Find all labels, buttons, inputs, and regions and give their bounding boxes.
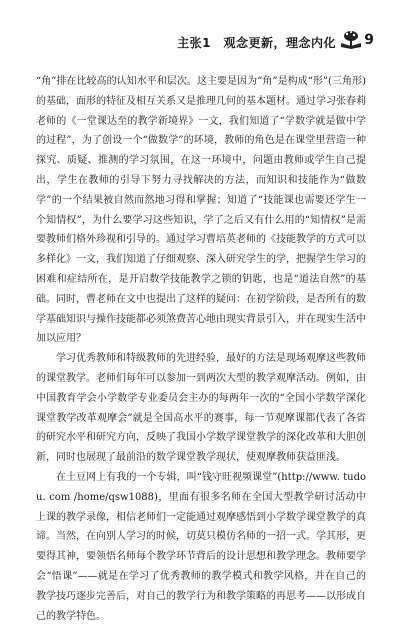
chapter-title: 主张1 观念更新，理念内化 xyxy=(177,36,336,50)
paragraph-1: “角”排在比较高的认知水平和层次。这主要是因为“角”是构成“形”(三角形)的基础，面形的特征及相互关系又是推理几何的基本题材。通过学习张春莉老师的《一堂课达至的教学新境界》一文，我们知道了“学数学就是做中学的过程”，为了创设一个“做数学”的环境，教师的角色是在课堂里营造一种探究、质疑、推测的学习氛围，在这一环境中，问题由教师或学生自己提出，学生在教师的引导下努力寻找解决的方法，而知识和技能作为“做数学”的一个结果被自然而然地习得和掌握；知道了“技能课也需要还学生一个知情权”，为什么要学习这些知识，学了之后又有什么用的“知情权”是需要教师们格外珍视和引导的。通过学习曹培英老师的《技能教学的方式可以多样化》一文，我们知道了仔细观察、深入研究学生的学，把握学生学习的困难和症结所在，是开启数学技能教学之锁的钥匙，也是“道法自然”的基础。同时，曹老师在文中也提出了这样的疑问：在初学阶段，是否所有的数学基础知识与操作技能都必须煞费苦心地由现实背景引入，并在现实生活中加以应用？ xyxy=(36,76,366,345)
paragraph-2: 学习优秀教师和特级教师的先进经验，最好的方法是现场观摩这些教师的课堂教学。老师们每年可以参加一到两次大型的教学观摩活动。例如，由中国教育学会小学数学专业委员会主办的每两年一次的“全国小学数学深化课堂教学改革观摩会”就是全国高水平的赛事，每一节观摩课都代表了各省的研究水平和研究方向，反映了我国小学数学课堂教学的深化改革和大胆创新，同时也展现了最前沿的数学课堂教学现状，使观摩教师获益匪浅。 xyxy=(36,353,366,464)
book-tree-icon xyxy=(340,29,362,49)
body-text xyxy=(36,72,366,626)
page-number: 9 xyxy=(364,32,374,48)
paragraph-3: 在土豆网上有我的一个专辑，叫“钱守旺视频课堂”(http://www. tudou. com /home/qsw1088)，里面有很多名师在全国大型教学研讨活动中上课的教学录像，相信老师们一定能通过观摩感悟到小学数学课堂教学的真谛。当然，在向别人学习的时候，切莫只模仿名师的一招一式。学其形，更要得其神，要领悟名师每个教学环节背后的设计思想和教学理念。教师要学会“悟课”——就是在学习了优秀教师的教学模式和教学风格，并在自己的教学技巧逐步完善后，对自己的教学行为和教学策略的再思考——以形成自己的教学特色。 xyxy=(36,471,366,622)
page-header xyxy=(0,0,400,64)
